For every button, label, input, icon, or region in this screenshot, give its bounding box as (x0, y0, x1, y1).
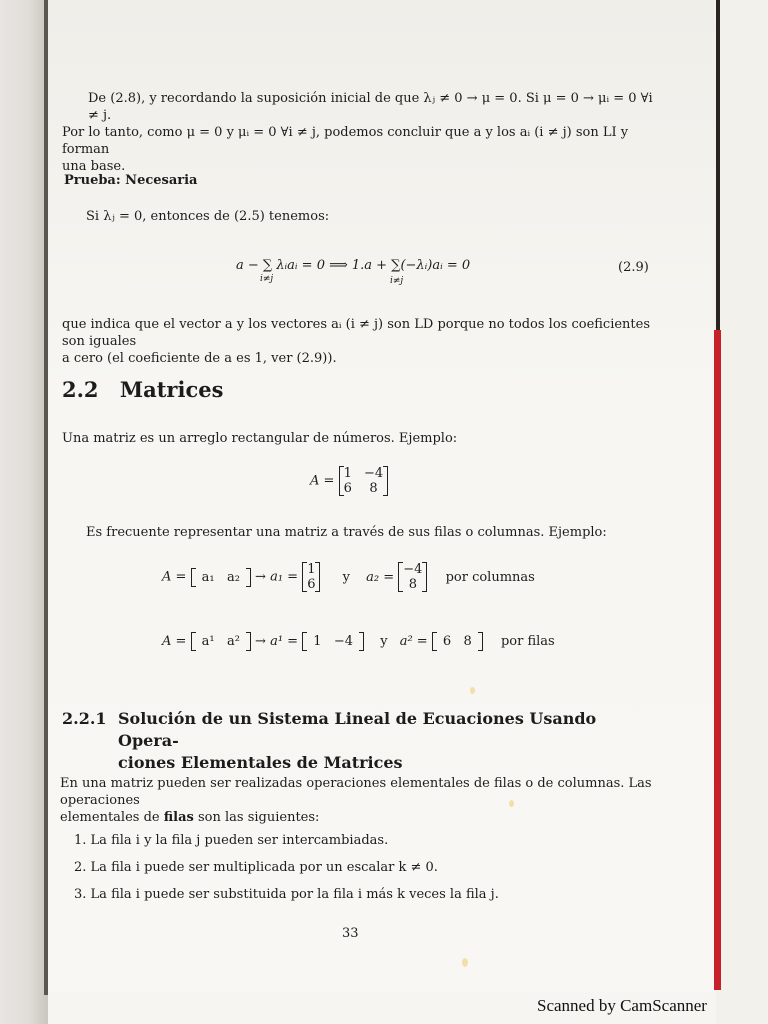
rows-caption: por filas (500, 634, 555, 649)
matrix-A-cell: −4 (363, 466, 384, 481)
proof-intro: Si λⱼ = 0, entonces de (2.5) tenemos: (86, 209, 330, 224)
rows-a1 (302, 632, 364, 651)
columns-a1 (302, 562, 320, 592)
paragraph-2 (62, 316, 662, 367)
matrix-A-label: A = (310, 473, 335, 489)
scanner-watermark: Scanned by CamScanner (537, 996, 707, 1015)
rows-vector-entry: a¹ (201, 634, 215, 649)
section-heading (62, 377, 223, 402)
columns-a2-entry: −4 (403, 562, 423, 577)
equation-number: (2.9) (618, 260, 649, 275)
matrix-A-cell: 1 (343, 466, 352, 481)
page-number: 33 (342, 926, 359, 941)
equation-2-9 (236, 258, 470, 273)
columns-vector (191, 568, 251, 587)
scan-speck (509, 800, 514, 807)
rows-a2-label: a² = (399, 634, 428, 649)
rows-vector-entries (196, 632, 246, 651)
columns-caption: por columnas (445, 569, 535, 585)
paragraph-1-line-1: De (2.8), y recordando la suposición inicial de que λⱼ ≠ 0 → μ = 0. Si μ = 0 → μᵢ = 0 ∀i ≠ j. (88, 91, 653, 123)
matrix-A (339, 466, 389, 496)
paragraph-1-line-2: Por lo tanto, como μ = 0 y μᵢ = 0 ∀i ≠ j, podemos concluir que a y los aᵢ (i ≠ j) son LI y forman (62, 125, 629, 157)
columns-vector-entry: a₂ (226, 569, 240, 585)
columns-a1-entry: 6 (307, 577, 316, 592)
section-number: 2.2 (62, 377, 99, 402)
scan-speck (462, 958, 468, 967)
rows-lhs: A = (162, 634, 187, 649)
subsection-number: 2.2.1 (62, 709, 107, 728)
columns-vector-entry: a₁ (201, 569, 215, 585)
columns-a2-entries (403, 562, 422, 592)
scan-right-edge (716, 0, 720, 330)
list-item (74, 886, 499, 903)
list-item-number: 2. (74, 860, 87, 875)
rows-a1-entries (307, 632, 359, 651)
scan-speck (470, 687, 475, 694)
paragraph-2-line-1: que indica que el vector a y los vectores aᵢ (i ≠ j) son LD porque no todos los coeficientes son iguales (62, 317, 651, 349)
matrix-A-cell: 6 (343, 481, 352, 496)
columns-a2 (398, 562, 427, 592)
columns-a2-entry: 8 (408, 577, 417, 592)
equation-sub-left: i≠j (260, 274, 274, 284)
list-item-text: La fila i puede ser multiplicada por un escalar k ≠ 0. (90, 860, 438, 875)
representation-intro: Es frecuente representar una matriz a través de sus filas o columnas. Ejemplo: (86, 525, 607, 540)
operations-list (74, 832, 499, 903)
scan-red-edge (714, 330, 721, 990)
matrix-A-equation (310, 466, 388, 496)
list-item (74, 832, 499, 849)
equation-2-9-body: a − ∑ λᵢaᵢ = 0 ⟹ 1.a + ∑(−λᵢ)aᵢ = 0 (236, 258, 471, 273)
rows-and: y (380, 634, 388, 649)
rows-vector-entry: a² (226, 634, 240, 649)
columns-and: y (342, 569, 350, 585)
columns-a2-label: a₂ = (366, 569, 395, 585)
list-item-text: La fila i y la fila j pueden ser intercambiadas. (90, 833, 389, 848)
subsection-title-line-2: ciones Elementales de Matrices (118, 753, 403, 772)
columns-a1-entries (307, 562, 315, 592)
operations-intro-line-1: En una matriz pueden ser realizadas operaciones elementales de filas o de columnas. Las operaciones (60, 776, 652, 808)
rows-example (162, 632, 555, 651)
rows-a1-entry: −4 (333, 634, 354, 649)
list-item-number: 1. (74, 833, 87, 848)
operations-intro-line-2 (60, 809, 660, 826)
columns-vector-entries (196, 568, 246, 587)
operations-intro (60, 775, 660, 826)
list-item-text: La fila i puede ser substituida por la fila i más k veces la fila j. (90, 887, 499, 902)
rows-vector (191, 632, 251, 651)
subsection-title (118, 708, 658, 774)
document-page (48, 0, 714, 992)
equation-sub-right: i≠j (390, 276, 404, 286)
matrix-A-col-1 (344, 466, 352, 496)
rows-a2-entries (437, 632, 478, 651)
columns-a1-entry: 1 (307, 562, 316, 577)
section-title: Matrices (119, 377, 224, 402)
rows-a2 (432, 632, 483, 651)
rows-a2-entry: 8 (463, 634, 472, 649)
list-item (74, 859, 499, 876)
list-item-number: 3. (74, 887, 87, 902)
matrix-A-col-2 (364, 466, 383, 496)
operations-intro-bold: filas (163, 810, 194, 825)
matrix-A-cell: 8 (369, 481, 378, 496)
operations-intro-pre: elementales de (60, 810, 164, 825)
columns-example (162, 562, 535, 592)
subsection-title-line-1: Solución de un Sistema Lineal de Ecuaciones Usando Opera- (118, 709, 597, 750)
rows-a2-entry: 6 (442, 634, 452, 649)
columns-arrow: → a₁ = (255, 569, 299, 585)
paragraph-1-line-3: una base. (62, 159, 126, 174)
operations-intro-post: son las siguientes: (193, 810, 320, 825)
rows-arrow: → a¹ = (255, 634, 299, 649)
proof-heading: Prueba: Necesaria (64, 173, 198, 188)
columns-lhs: A = (162, 569, 187, 585)
scan-left-shadow (0, 0, 48, 1024)
paragraph-1 (62, 90, 662, 175)
rows-a1-entry: 1 (313, 634, 322, 649)
paragraph-2-line-2: a cero (el coeficiente de a es 1, ver (2.9)). (62, 351, 337, 366)
matrix-intro: Una matriz es un arreglo rectangular de números. Ejemplo: (62, 431, 458, 446)
